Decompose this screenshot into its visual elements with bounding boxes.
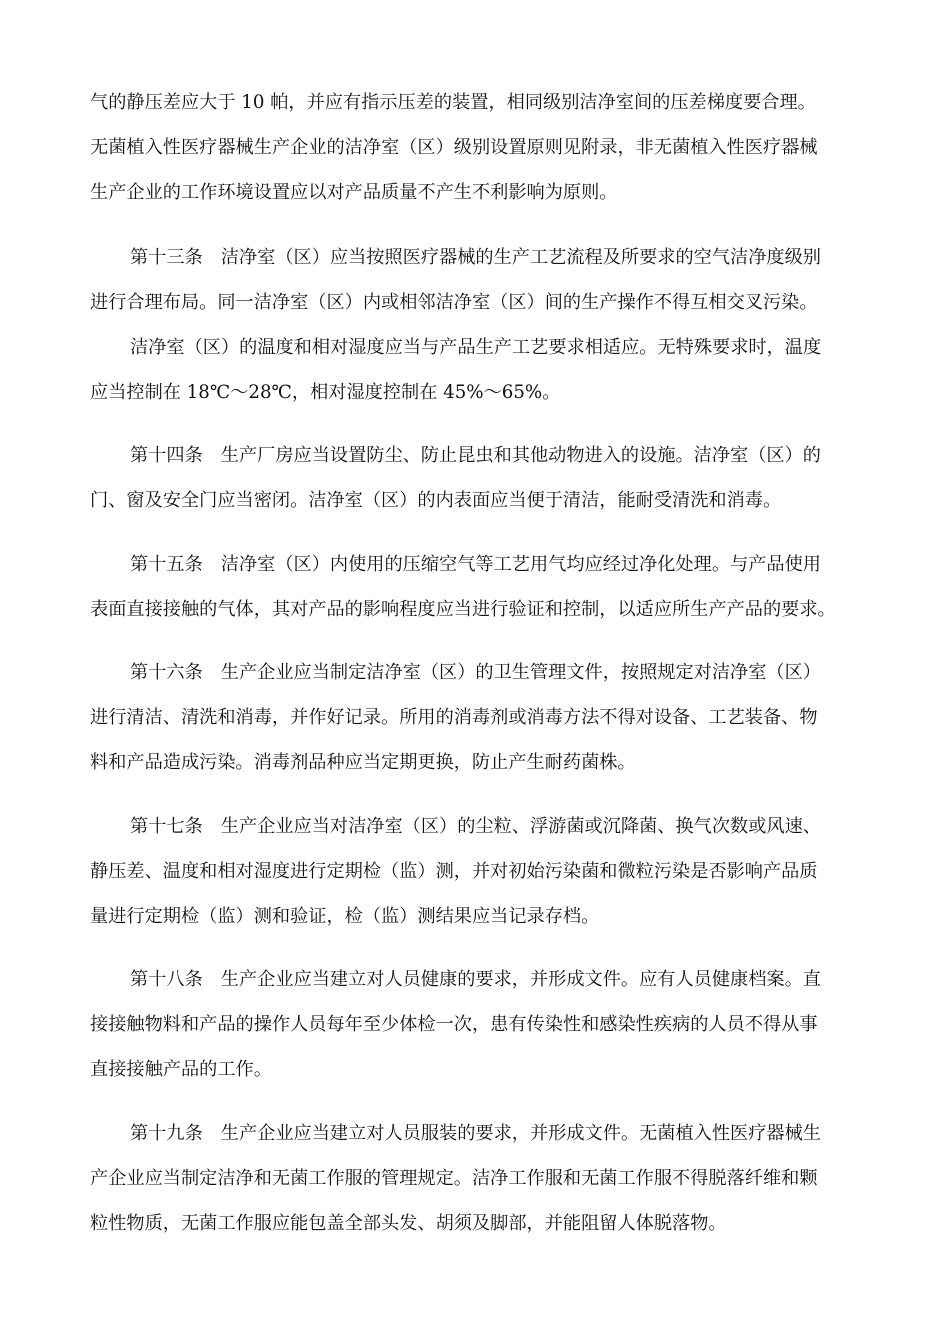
body-text: 生产企业应当对洁净室（区）的尘粒、浮游菌或沉降菌、换气次数或风速、 xyxy=(220,816,821,837)
article-18-number: 第十八条 xyxy=(130,969,203,990)
body-text-line: 进行合理布局。同一洁净室（区）内或相邻洁净室（区）间的生产操作不得互相交叉污染。 xyxy=(90,292,818,313)
body-text: 生产企业应当制定洁净室（区）的卫生管理文件，按照规定对洁净室（区） xyxy=(220,662,821,683)
article-19-first-line xyxy=(130,1122,821,1146)
body-text-line: 量进行定期检（监）测和验证，检（监）测结果应当记录存档。 xyxy=(90,906,600,927)
article-16-number: 第十六条 xyxy=(130,662,203,683)
body-text-line: 门、窗及安全门应当密闭。洁净室（区）的内表面应当便于清洁，能耐受清洗和消毒。 xyxy=(90,490,782,511)
article-19-number: 第十九条 xyxy=(130,1123,203,1144)
body-text-line: 无菌植入性医疗器械生产企业的洁净室（区）级别设置原则见附录，非无菌植入性医疗器械 xyxy=(90,137,818,158)
article-15-first-line xyxy=(130,553,821,577)
body-text-line: 表面直接接触的气体，其对产品的影响程度应当进行验证和控制，以适应所生产产品的要求。 xyxy=(90,599,836,620)
article-14-number: 第十四条 xyxy=(130,445,203,466)
article-13-number: 第十三条 xyxy=(130,247,203,268)
body-text-line: 产企业应当制定洁净和无菌工作服的管理规定。洁净工作服和无菌工作服不得脱落纤维和颗 xyxy=(90,1168,818,1189)
body-text-line: 洁净室（区）的温度和相对湿度应当与产品生产工艺要求相适应。无特殊要求时，温度 xyxy=(130,337,822,358)
article-17-first-line xyxy=(130,815,821,839)
article-15-number: 第十五条 xyxy=(130,554,203,575)
body-text-line: 直接接触产品的工作。 xyxy=(90,1059,272,1080)
body-text-line: 进行清洁、清洗和消毒，并作好记录。所用的消毒剂或消毒方法不得对设备、工艺装备、物 xyxy=(90,707,818,728)
body-text-line: 应当控制在 18℃～28℃，相对湿度控制在 45%～65%。 xyxy=(90,382,561,403)
article-16-first-line xyxy=(130,661,821,685)
article-17-number: 第十七条 xyxy=(130,816,203,837)
article-13-first-line xyxy=(130,246,821,270)
body-text: 生产厂房应当设置防尘、防止昆虫和其他动物进入的设施。洁净室（区）的 xyxy=(220,445,821,466)
article-14-first-line xyxy=(130,444,821,468)
body-text-line: 气的静压差应大于 10 帕，并应有指示压差的装置，相同级别洁净室间的压差梯度要合理。 xyxy=(90,92,816,113)
body-text-line: 料和产品造成污染。消毒剂品种应当定期更换，防止产生耐药菌株。 xyxy=(90,752,636,773)
body-text-line: 生产企业的工作环境设置应以对产品质量不产生不利影响为原则。 xyxy=(90,182,618,203)
article-18-first-line xyxy=(130,968,821,992)
body-text-line: 静压差、温度和相对湿度进行定期检（监）测，并对初始污染菌和微粒污染是否影响产品质 xyxy=(90,861,818,882)
body-text-line: 粒性物质，无菌工作服应能包盖全部头发、胡须及脚部，并能阻留人体脱落物。 xyxy=(90,1213,727,1234)
body-text: 洁净室（区）应当按照医疗器械的生产工艺流程及所要求的空气洁净度级别 xyxy=(220,247,821,268)
body-text-line: 接接触物料和产品的操作人员每年至少体检一次，患有传染性和感染性疾病的人员不得从事 xyxy=(90,1014,818,1035)
body-text: 生产企业应当建立对人员健康的要求，并形成文件。应有人员健康档案。直 xyxy=(220,969,821,990)
body-text: 洁净室（区）内使用的压缩空气等工艺用气均应经过净化处理。与产品使用 xyxy=(220,554,821,575)
body-text: 生产企业应当建立对人员服装的要求，并形成文件。无菌植入性医疗器械生 xyxy=(220,1123,821,1144)
